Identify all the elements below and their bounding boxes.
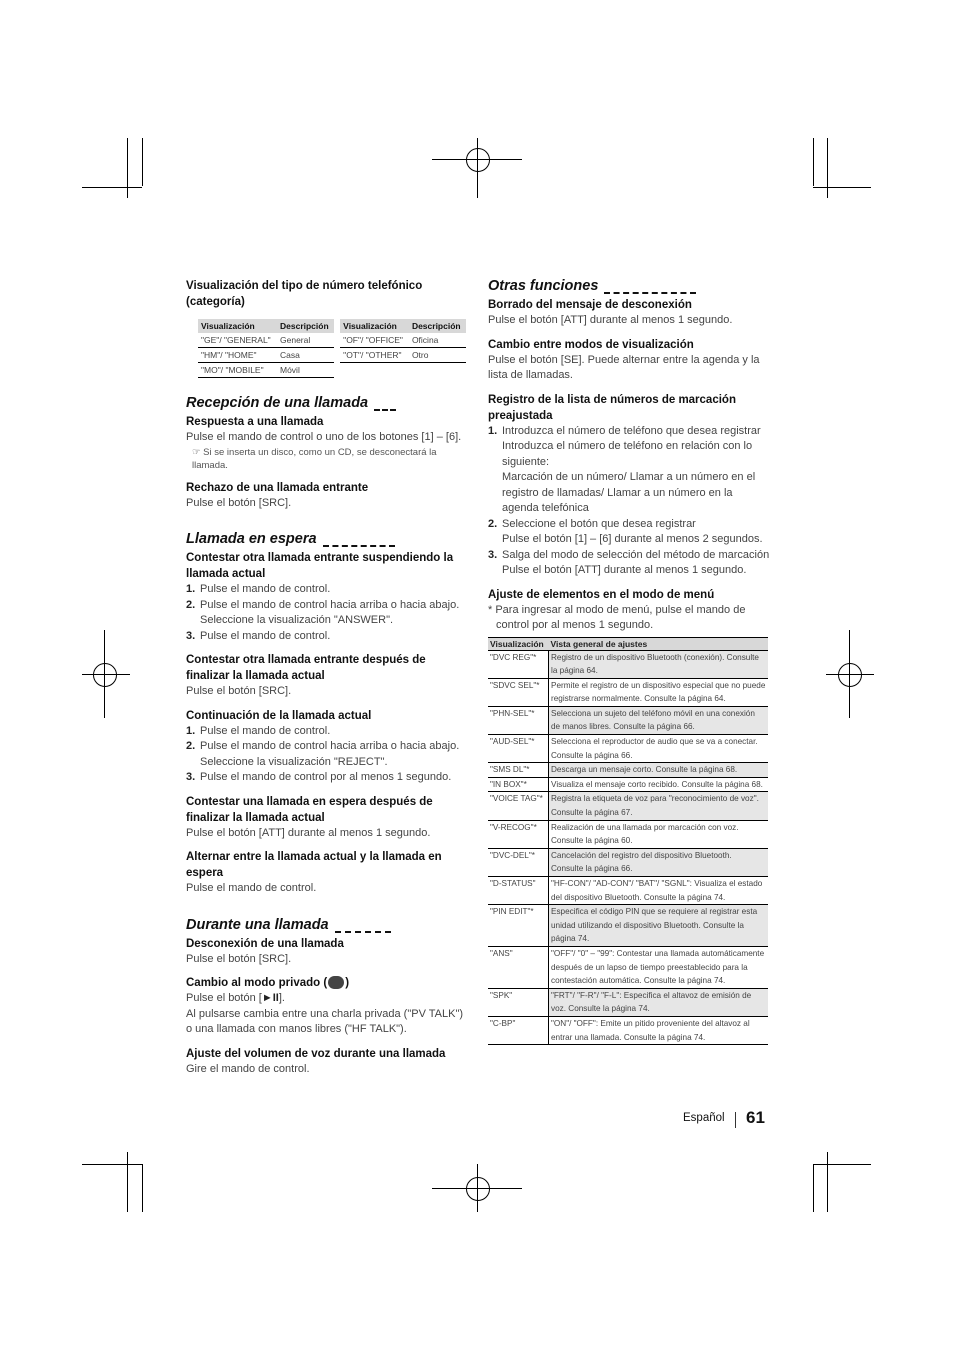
paragraph: Pulse el mando de control o uno de los botones [1] – [6].: [186, 431, 462, 443]
step-detail: Pulse el botón [1] – [6] durante al menos 2 segundos.: [502, 533, 763, 545]
paragraph: Pulse el mando de control.: [186, 882, 317, 894]
table-cell: [409, 363, 466, 378]
subheading: Rechazo de una llamada entrante: [186, 481, 369, 494]
subheading: Cambio entre modos de visualización: [488, 338, 694, 351]
note-hand-icon: ☞: [192, 446, 201, 458]
table-cell: Móvil: [277, 363, 337, 378]
table-cell: "DVC-DEL"*: [488, 848, 549, 876]
subheading: Continuación de la llamada actual: [186, 709, 372, 722]
table-row: [488, 988, 768, 1016]
table-cell: [337, 363, 409, 378]
table-cell: "MO"/ "MOBILE": [198, 363, 277, 378]
table-header: Vista general de ajustes: [549, 637, 769, 650]
table-cell: "ON"/ "OFF": Emite un pitido proveniente del altavoz al entrar una llamada. Consulte la página 74.: [549, 1016, 769, 1044]
footer-language: Español: [683, 1112, 725, 1124]
table-row: [198, 363, 466, 378]
table-cell: "D-STATUS": [488, 877, 549, 905]
table-cell: "SPK": [488, 988, 549, 1016]
table-cell: "VOICE TAG"*: [488, 792, 549, 820]
table-cell: "AUD-SEL"*: [488, 735, 549, 763]
subheading: Contestar una llamada en espera después de finalizar la llamada actual: [186, 795, 433, 824]
phone-menu-icon: [328, 976, 344, 989]
subheading: Contestar otra llamada entrante después de finalizar la llamada actual: [186, 654, 426, 682]
table-header: Visualización: [337, 319, 409, 333]
paragraph: Pulse el botón [SRC].: [186, 496, 292, 509]
list-item: 3. Salga del modo de selección del método de marcación Pulse el botón [ATT] durante al menos 1 segundo.: [488, 548, 770, 579]
table-row: [488, 706, 768, 734]
list-item: 2. Pulse el mando de control hacia arriba o hacia abajo. Seleccione la visualización "REJECT".: [186, 740, 460, 768]
subheading: Desconexión de una llamada: [186, 937, 344, 950]
subheading: Borrado del mensaje de desconexión: [488, 299, 692, 311]
phone-type-heading: Visualización del tipo de número telefónico (categoría): [186, 280, 423, 308]
table-cell: "SMS DL"*: [488, 763, 549, 778]
table-cell: Selecciona un sujeto del teléfono móvil en una conexión de manos libres. Consulte la página 66.: [549, 706, 769, 734]
list-item: 2. Pulse el mando de control hacia arriba o hacia abajo. Seleccione la visualización "ANSWER".: [186, 598, 460, 626]
table-cell: "V-RECOG"*: [488, 820, 549, 848]
table-cell: "OF"/ "OFFICE": [337, 333, 409, 348]
right-column: [488, 278, 770, 1045]
section-title-espera: Llamada en espera: [186, 531, 468, 550]
table-row: [488, 735, 768, 763]
subheading: Contestar otra llamada entrante suspendiendo la llamada actual: [186, 552, 454, 580]
table-cell: Visualiza el mensaje corto recibido. Consulte la página 68.: [549, 777, 769, 792]
table-cell: "DVC REG"*: [488, 650, 549, 678]
table-cell: "PHN-SEL"*: [488, 706, 549, 734]
phone-type-table: [198, 319, 466, 378]
table-cell: Realización de una llamada por marcación con voz. Consulte la página 60.: [549, 820, 769, 848]
step-detail: Pulse el botón [ATT] durante al menos 1 segundo.: [502, 564, 747, 576]
table-cell: "OFF"/ "0" – "99": Contestar una llamada automáticamente después de un lapso de tiempo preestablecido para la contestación automática. Consulte la página 74.: [549, 946, 769, 988]
table-cell: "HM"/ "HOME": [198, 348, 277, 363]
table-header: Visualización: [198, 319, 277, 333]
play-pause-icon: ►II: [261, 992, 279, 1004]
step-detail: Introduzca el número de teléfono en relación con lo siguiente:: [502, 440, 753, 468]
table-cell: Descarga un mensaje corto. Consulte la página 68.: [549, 763, 769, 778]
subheading: Cambio al modo privado ( ): [186, 977, 350, 989]
table-header: Descripción: [409, 319, 466, 333]
paragraph: * Para ingresar al modo de menú, pulse el mando de control por al menos 1 segundo.: [488, 603, 746, 631]
paragraph: Al pulsarse cambia entre una charla privada ("PV TALK") o una llamada con manos libres ("HF TALK").: [186, 1007, 464, 1035]
table-cell: "SDVC SEL"*: [488, 678, 549, 706]
list-item: 2. Seleccione el botón que desea registrar Pulse el botón [1] – [6] durante al menos 2 segundos.: [488, 517, 770, 548]
steps-list: [186, 724, 468, 786]
table-cell: "OT"/ "OTHER": [337, 348, 409, 363]
paragraph: Pulse el botón [SRC].: [186, 685, 292, 697]
table-cell: Especifica el código PIN que se requiere al registrar esta unidad utilizando el dispositivo Bluetooth. Consulte la página 74.: [549, 905, 769, 947]
step-detail: Marcación de un número/ Llamar a un número en el registro de llamadas/ Llamar a un número en la agenda telefónica: [502, 471, 756, 514]
steps-list: [488, 424, 770, 579]
steps-list: [186, 582, 468, 644]
table-cell: Permite el registro de un dispositivo especial que no puede registrarse normalmente. Consulte la página 64.: [549, 678, 769, 706]
table-row: [198, 333, 466, 348]
list-item: 1. Pulse el mando de control.: [186, 583, 331, 595]
paragraph: Pulse el botón [SRC].: [186, 952, 292, 965]
table-cell: "FRT"/ "F-R"/ "F-L": Especifica el altavoz de emisión de voz. Consulte la página 74.: [549, 988, 769, 1016]
list-item: 1. Introduzca el número de teléfono que desea registrar Introduzca el número de teléfono en relación con lo siguiente: Marcación de un número/ Llamar a un número en el registro de llamadas/ Llamar a un número en la agenda telefónica: [488, 424, 770, 517]
table-cell: "GE"/ "GENERAL": [198, 333, 277, 348]
section-title-durante: Durante una llamada: [186, 917, 468, 936]
list-item: 1. Pulse el mando de control.: [186, 724, 331, 737]
table-cell: Casa: [277, 348, 337, 363]
table-row: [488, 678, 768, 706]
table-cell: Selecciona el reproductor de audio que se va a conectar. Consulte la página 66.: [549, 735, 769, 763]
table-row: [198, 348, 466, 363]
subheading: Ajuste de elementos en el modo de menú: [488, 588, 715, 601]
menu-settings-table: [488, 637, 768, 1046]
subheading: Respuesta a una llamada: [186, 416, 324, 428]
subheading: Alternar entre la llamada actual y la llamada en espera: [186, 851, 442, 879]
table-row: [488, 1016, 768, 1044]
table-cell: Otro: [409, 348, 466, 363]
table-row: [488, 946, 768, 988]
table-cell: General: [277, 333, 337, 348]
table-cell: "PIN EDIT"*: [488, 905, 549, 947]
table-cell: "C-BP": [488, 1016, 549, 1044]
table-cell: Oficina: [409, 333, 466, 348]
table-header: Visualización: [488, 637, 549, 650]
table-row: [488, 820, 768, 848]
left-column: [186, 278, 468, 1077]
table-cell: "HF-CON"/ "AD-CON"/ "BAT"/ "SGNL": Visualiza el estado del dispositivo Bluetooth. Consulte la página 74.: [549, 877, 769, 905]
table-row: [488, 848, 768, 876]
section-title-recepcion: Recepción de una llamada: [186, 395, 468, 414]
subheading: Registro de la lista de números de marcación preajustada: [488, 393, 736, 422]
paragraph: Pulse el botón [ATT] durante al menos 1 segundo.: [488, 314, 733, 326]
footer-divider: [735, 1112, 736, 1128]
subheading: Ajuste del volumen de voz durante una llamada: [186, 1047, 446, 1060]
page-number: 61: [746, 1108, 765, 1127]
paragraph: Gire el mando de control.: [186, 1062, 310, 1075]
table-cell: "ANS": [488, 946, 549, 988]
paragraph: Pulse el botón [SE]. Puede alternar entre la agenda y la lista de llamadas.: [488, 353, 760, 381]
table-row: [488, 877, 768, 905]
table-row: [488, 792, 768, 820]
table-row: [488, 763, 768, 778]
list-item: 3. Pulse el mando de control.: [186, 629, 331, 642]
table-row: [488, 777, 768, 792]
table-cell: Cancelación del registro del dispositivo Bluetooth. Consulte la página 66.: [549, 848, 769, 876]
table-row: [488, 650, 768, 678]
table-row: [488, 905, 768, 947]
note: ☞ Si se inserta un disco, como un CD, se desconectará la llamada.: [192, 446, 437, 471]
list-item: 3. Pulse el mando de control por al menos 1 segundo.: [186, 771, 452, 783]
section-title-otras: Otras funciones: [488, 278, 770, 297]
table-cell: Registro de un dispositivo Bluetooth (conexión). Consulte la página 64.: [549, 650, 769, 678]
table-header: Descripción: [277, 319, 337, 333]
paragraph: Pulse el botón [ATT] durante al menos 1 segundo.: [186, 826, 431, 839]
paragraph: Pulse el botón [►II].: [186, 992, 285, 1004]
table-cell: Registra la etiqueta de voz para "reconocimiento de voz". Consulte la página 67.: [549, 792, 769, 820]
table-cell: "IN BOX"*: [488, 777, 549, 792]
